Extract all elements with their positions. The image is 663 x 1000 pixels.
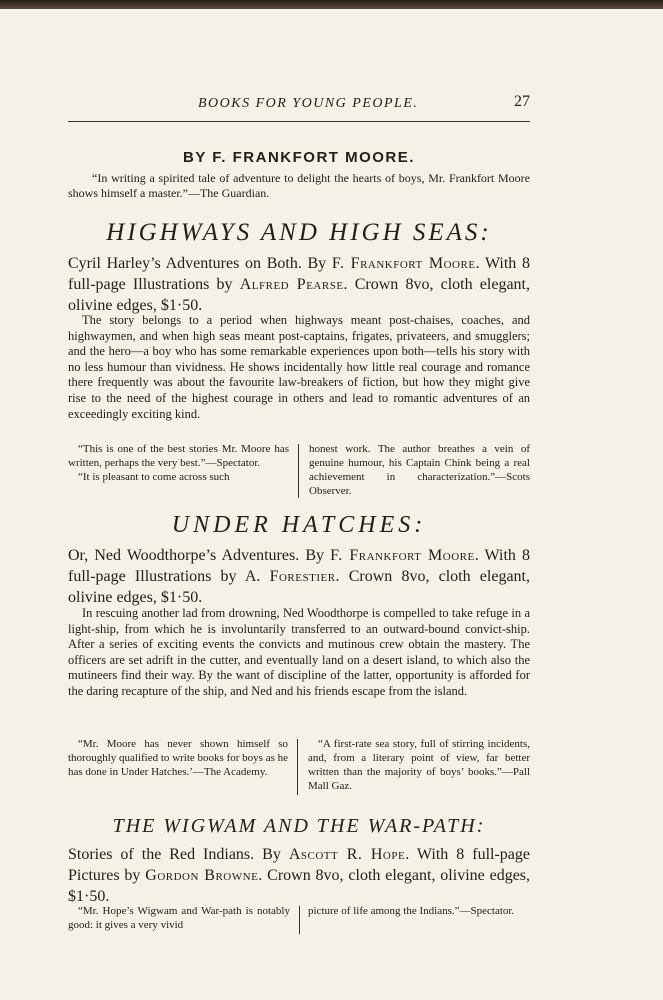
review-quote: “It is pleasant to come across such: [78, 471, 230, 483]
description-text: . With 8 full-page Pictures by: [68, 846, 531, 884]
description-text: . With 8 full-page Illustrations by A.: [68, 547, 531, 585]
author-heading: BY F. FRANKFORT MOORE.: [183, 149, 415, 166]
author-quote: “In writing a spirited tale of adventure to delight the hearts of boys, Mr. Frankfort Moore shows himself a master.”—The Guardian.: [68, 171, 530, 200]
book-description-wigwam: [68, 844, 530, 907]
column-divider: [297, 739, 298, 795]
book-description-highways: [68, 253, 530, 316]
book-top-edge: [0, 0, 663, 9]
page-number: 27: [514, 93, 530, 110]
book-title-highways: HIGHWAYS AND HIGH SEAS:: [106, 219, 492, 246]
running-title: BOOKS FOR YOUNG PEOPLE.: [198, 96, 419, 111]
description-text: . With 8 full-page Illustrations by: [68, 255, 530, 293]
column-divider: [298, 444, 299, 498]
description-text: Or, Ned Woodthorpe’s Adventures. By: [68, 547, 331, 564]
illustrator-name: Forestier: [269, 568, 336, 585]
description-text: . Crown 8vo, cloth elegant, olivine edges, $1·50.: [68, 276, 530, 314]
review-column-right: “A first-rate sea story, full of stirring incidents, and, from a literary point of view, far better written than the majority of boys’ books.”—Pall Mall Gaz.: [308, 738, 530, 792]
illustrator-name: Gordon Browne: [145, 867, 259, 884]
book-description-under-hatches: [68, 545, 530, 608]
description-text: . Crown 8vo, cloth elegant, olivine edges, $1·50.: [68, 568, 530, 606]
reviews-highways: [68, 442, 530, 502]
author-name: F. Frankfort Moore: [330, 547, 475, 564]
reviews-under-hatches: [68, 737, 530, 797]
book-summary-highways: The story belongs to a period when highways meant post-chaises, coaches, and highwaymen, and when high seas meant post-captains, frigates, privateers, and smugglers; and the hero—a boy who has some remarkable experiences upon both—tells his story with no less humour than vividness. He shows incidentally how little real courage and romance there frequently was about the favourite law-breakers of fiction, but how they might give rise to the need of the highest courage in others and lead to romantic adventures of an exceedingly exciting kind.: [68, 313, 530, 421]
review-column-left: “Mr. Moore has never shown himself so thoroughly qualified to write books for boys as he has done in Under Hatches.’—The Academy.: [68, 738, 288, 778]
author-name: F. Frankfort Moore: [331, 255, 476, 272]
review-quote: “This is one of the best stories Mr. Moore has written, perhaps the very best.”—Spectator.: [68, 443, 289, 469]
column-divider: [299, 906, 300, 934]
description-text: Stories of the Red Indians. By: [68, 846, 289, 863]
reviews-wigwam: [68, 904, 530, 936]
review-column-right: picture of life among the Indians.”—Spectator.: [308, 905, 515, 917]
book-title-under-hatches: UNDER HATCHES:: [171, 512, 427, 538]
review-column-left: “Mr. Hope’s Wigwam and War-path is notably good: it gives a very vivid: [68, 905, 290, 931]
review-column-left: [68, 442, 289, 484]
header-rule: [68, 121, 530, 122]
illustrator-name: Alfred Pearse: [239, 276, 344, 293]
review-column-right: honest work. The author breathes a vein of genuine humour, his Captain Chink being a real achievement in characterization.”—Scots Observer.: [309, 443, 530, 497]
book-summary-under-hatches: In rescuing another lad from drowning, Ned Woodthorpe is compelled to take refuge in a light-ship, from which he is involuntarily transferred to an outward-bound convict-ship. After a series of exciting events the convicts and mutinous crew obtain the mastery. The officers are set adrift in the cutter, and eventually land on a desert island, to which also the mutineers find their way. By the want of discipline of the latter, opportunity is afforded for the daring recapture of the ship, and Ned and his friends escape from the island.: [68, 606, 530, 698]
author-name: Ascott R. Hope: [288, 846, 406, 863]
description-text: . Crown 8vo, cloth elegant, olivine edges, $1·50.: [68, 867, 531, 905]
book-title-wigwam: THE WIGWAM AND THE WAR-PATH:: [112, 815, 486, 837]
description-text: Cyril Harley’s Adventures on Both. By: [68, 255, 332, 272]
